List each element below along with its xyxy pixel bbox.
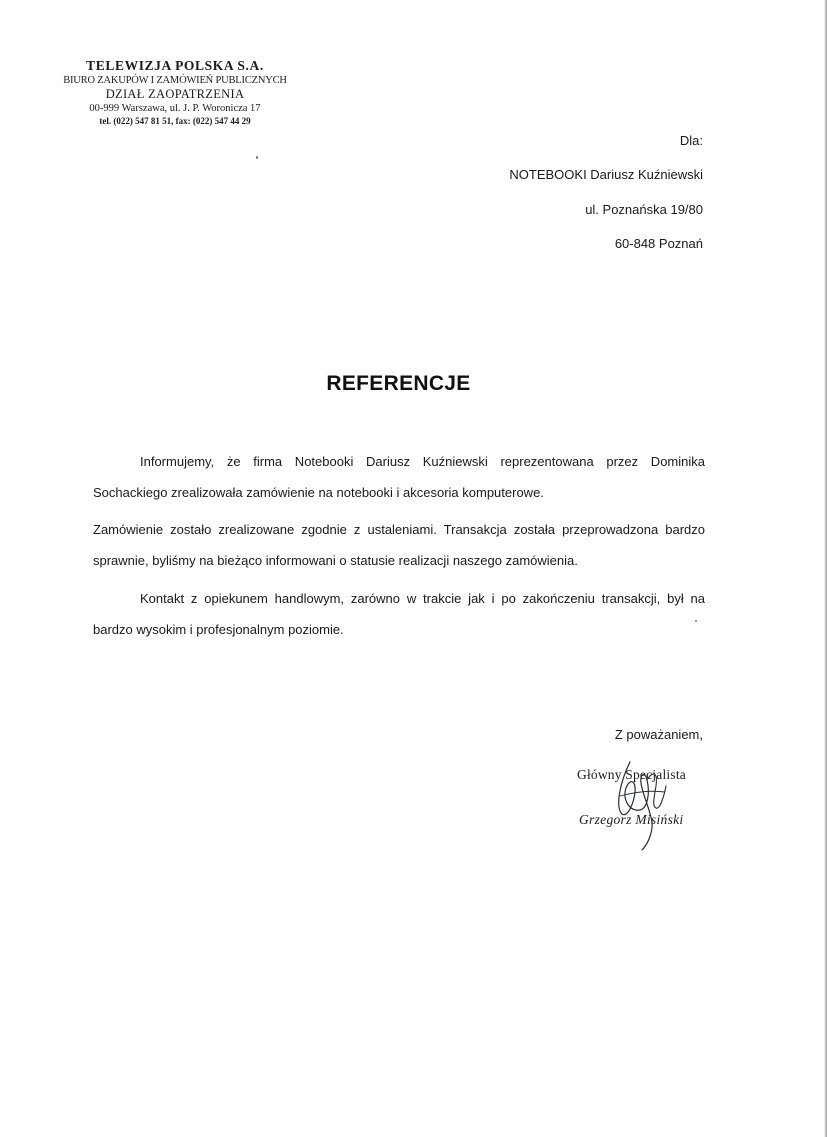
recipient-street: ul. Poznańska 19/80: [585, 202, 703, 217]
handwritten-signature: [590, 752, 700, 852]
signatory-name: Grzegorz Misiński: [579, 812, 684, 827]
stamp-office: BIURO ZAKUPÓW I ZAMÓWIEŃ PUBLICZNYCH: [63, 75, 287, 86]
recipient-name: NOTEBOOKI Dariusz Kuźniewski: [509, 167, 703, 182]
recipient-city: 60-848 Poznań: [614, 236, 703, 251]
paragraph-2: Zamówienie zostało zrealizowane zgodnie z ustaleniami. Transakcja została przeprowadzona bardzo sprawnie, byliśmy na bieżąco informowani o statusie realizacji naszego zamówienia.: [93, 522, 705, 568]
scan-speck: [256, 156, 258, 159]
stamp-department: DZIAŁ ZAOPATRZENIA: [105, 87, 245, 101]
recipient-label: Dla:: [679, 133, 703, 148]
paragraph-3: Kontakt z opiekunem handlowym, zarówno w trakcie jak i po zakończeniu transakcji, był na bardzo wysokim i profesjonalnym poziomie.: [93, 591, 705, 637]
scan-speck: [695, 620, 697, 622]
stamp-address: 00-999 Warszawa, ul. J. P. Woronicza 17: [89, 103, 261, 114]
sender-stamp: [60, 58, 290, 127]
stamp-phone-fax: tel. (022) 547 81 51, fax: (022) 547 44 29: [99, 116, 251, 126]
signatory-position: Główny Specjalista: [577, 767, 686, 782]
closing-phrase: Z poważaniem,: [614, 727, 703, 742]
document-title: REFERENCJE: [326, 372, 471, 395]
paragraph-1: Informujemy, że firma Notebooki Dariusz Kuźniewski reprezentowana przez Dominika Sochackiego zrealizowała zamówienie na notebooki i akcesoria komputerowe.: [93, 454, 705, 500]
stamp-company: TELEWIZJA POLSKA S.A.: [86, 58, 264, 73]
